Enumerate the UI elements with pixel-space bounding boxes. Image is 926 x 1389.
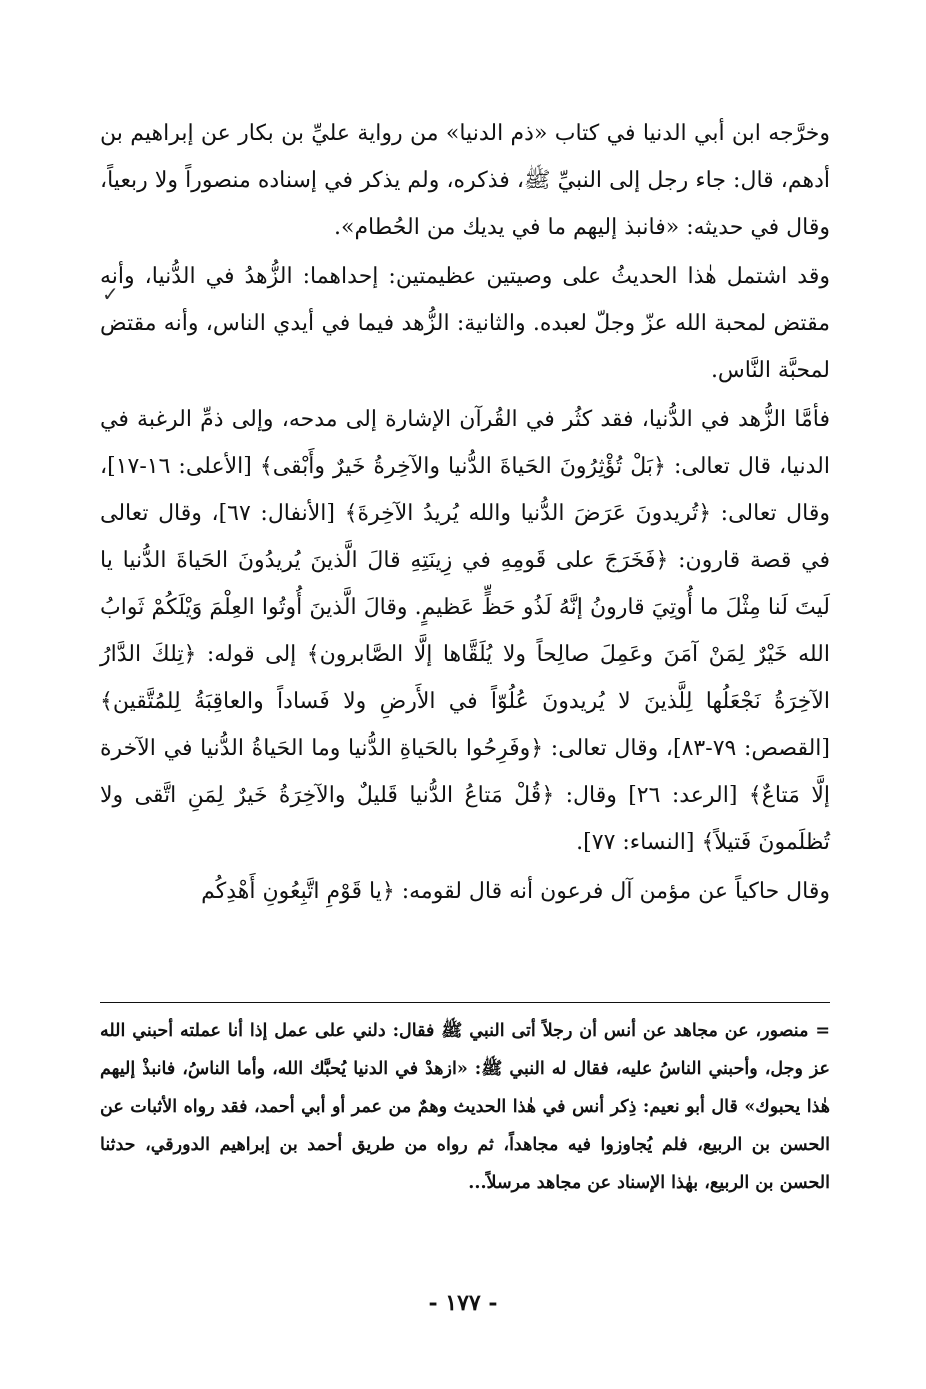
footnote-divider	[100, 1002, 830, 1003]
margin-check-mark: ✓	[102, 282, 119, 306]
paragraph-3: فأمَّا الزُّهد في الدُّنيا، فقد كثُر في القُرآن الإشارة إلى مدحه، وإلى ذمِّ الرغبة في الدنيا، قال تعالى: ﴿بَلْ تُؤْثِرُونَ الحَياةَ الدُّنيا والآخِرةُ خَيرٌ وأَبْقى﴾ [الأعلى: ١٦-١٧]، وقال تعالى: ﴿تُريدونَ عَرَضَ الدُّنيا والله يُريدُ الآخِرةَ﴾ [الأنفال: ٦٧]، وقال تعالى في قصة قارون: ﴿فَخَرَجَ على قَومِهِ في زِينَتِهِ قالَ الَّذينَ يُريدُونَ الحَياةَ الدُّنيا يا لَيتَ لَنا مِثْلَ ما أُوتِيَ قارونُ إنَّهُ لَذُو حَظٍّ عَظيمٍ. وقالَ الَّذينَ أُوتُوا العِلْمَ وَيْلَكُمْ ثَوابُ الله خَيْرٌ لِمَنْ آمَنَ وعَمِلَ صالِحاً ولا يُلَقَّاها إلَّا الصَّابرون﴾ إلى قوله: ﴿تِلكَ الدَّارُ الآخِرَةُ نَجْعَلُها لِلَّذينَ لا يُريدونَ عُلُوّاً في الأَرضِ ولا فَساداً والعاقِبَةُ لِلمُتَّقين﴾ [القصص: ٧٩-٨٣]، وقال تعالى: ﴿وفَرِحُوا بالحَياةِ الدُّنيا وما الحَياةُ الدُّنيا في الآخرة إلَّا مَتاعٌ﴾ [الرعد: ٢٦] وقال: ﴿قُلْ مَتاعُ الدُّنيا قَليلٌ والآخِرَةُ خَيرٌ لِمَنِ اتَّقى ولا تُظلَمونَ فَتيلاً﴾ [النساء: ٧٧].	[100, 407, 830, 855]
main-text	[100, 110, 830, 915]
footnote-text: = منصور، عن مجاهد عن أنس أن رجلاً أتى النبي ﷺ فقال: دلني على عمل إذا أنا عملته أحبني الله عز وجل، وأحبني الناسُ عليه، فقال له النبي ﷺ: «ازهدْ في الدنيا يُحبَّك الله، وأما الناسُ، فانبذْ إليهم هٰذا يحبوك» قال أبو نعيم: ذِكر أنس في هٰذا الحديث وهمٌ من عمر أو أبي أحمد، فقد رواه الأثبات عن الحسن بن الربيع، فلم يُجاوزوا فيه مجاهداً، ثم رواه من طريق أحمد بن إبراهيم الدورقي، حدثنا الحسن بن الربيع، بهٰذا الإسناد عن مجاهد مرسلاً...	[100, 1021, 830, 1193]
footnotes	[100, 1012, 830, 1202]
paragraph-1: وخرَّجه ابن أبي الدنيا في كتاب «ذم الدنيا» من رواية عليِّ بن بكار عن إبراهيم بن أدهم، قال: جاء رجل إلى النبيِّ ﷺ، فذكره، ولم يذكر في إسناده منصوراً ولا ربعياً، وقال في حديثه: «فانبذ إليهم ما في يديك من الحُطام».	[100, 121, 830, 240]
paragraph-2: وقد اشتمل هٰذا الحديثُ على وصيتين عظيمتين: إحداهما: الزُّهدُ في الدُّنيا، وأنه مقتض لمحبة الله عزّ وجلّ لعبده. والثانية: الزُّهد فيما في أيدي الناس، وأنه مقتض لمحبَّة النَّاس.	[100, 264, 830, 383]
paragraph-4: وقال حاكياً عن مؤمن آل فرعون أنه قال لقومه: ﴿يا قَوْمِ اتَّبِعُونِ أَهْدِكُم	[201, 879, 830, 904]
page-number: - ١٧٧ -	[428, 1290, 498, 1316]
